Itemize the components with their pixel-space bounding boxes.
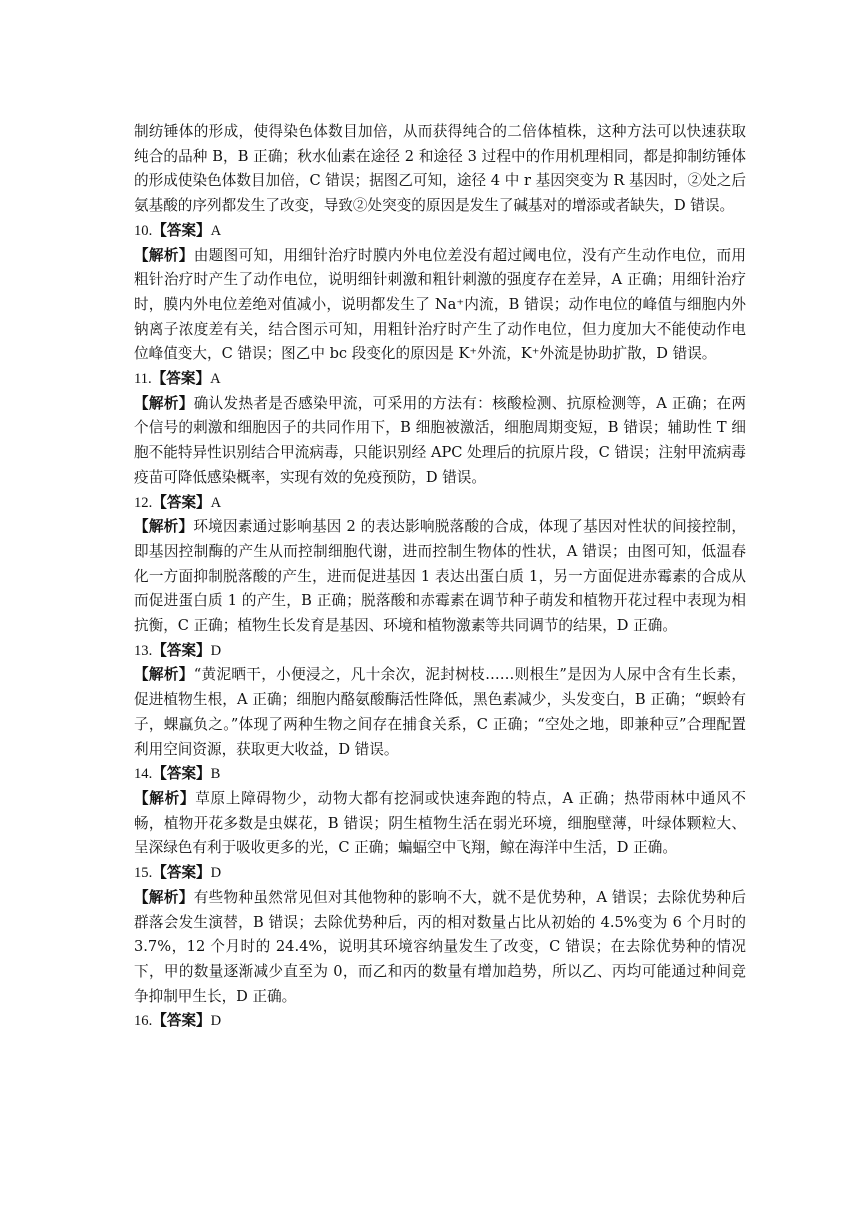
answer-letter: D — [210, 1013, 222, 1030]
answer-tag: 【答案】 — [152, 493, 211, 511]
question-number: 13. — [134, 642, 153, 659]
answer-line-11 — [134, 367, 746, 392]
answer-line-10 — [134, 219, 746, 244]
answer-letter: A — [210, 494, 222, 511]
question-number: 15. — [134, 865, 153, 882]
analysis-text: 草原上障碍物少，动物大都有挖洞或快速奔跑的特点，A 正确；热带雨林中通风不畅，植物开花多数是虫媒花，B 错误；阴生植物生活在弱光环境，细胞壁薄，叶绿体颗粒大、呈深绿色有利于吸收更多的光，C 正确；蝙蝠空中飞翔，鲸在海洋中生活，D 正确。 — [134, 789, 746, 857]
document-page — [134, 120, 746, 1034]
intro-paragraph: 制纺锤体的形成，使得染色体数目加倍，从而获得纯合的二倍体植株，这种方法可以快速获取纯合的品种 B，B 正确；秋水仙素在途径 2 和途径 3 过程中的作用机理相同，都是抑制纺锤体的形成使染色体数目加倍，C 错误；据图乙可知，途径 4 中 r 基因突变为 R 基因时，②处之后氨基酸的序列都发生了改变，导致②处突变的原因是发生了碱基对的增添或者缺失，D 错误。 — [134, 123, 746, 215]
answer-tag: 【答案】 — [151, 370, 211, 388]
answer-letter: D — [210, 642, 222, 659]
analysis-text: “黄泥晒干，小便浸之，凡十余次，泥封树枝……则根生”是因为人尿中含有生长素，促进植物生根，A 正确；细胞内酪氨酸酶活性降低，黑色素减少，头发变白，B 正确；“螟蛉有子，蜾蠃负之。”体现了两种生物之间存在捕食关系，C 正确；“空处之地，即兼种豆”合理配置利用空间资源，获取更大收益，D 错误。 — [134, 666, 746, 758]
question-number: 10. — [134, 222, 153, 239]
analysis-tag: 【解析】 — [134, 246, 194, 264]
answer-letter: A — [210, 222, 222, 239]
analysis-text: 确认发热者是否感染甲流，可采用的方法有：核酸检测、抗原检测等，A 正确；在两个信号的刺激和细胞因子的共同作用下，B 细胞被激活，细胞周期变短，B 错误；辅助性 T 细胞不能特异性识别结合甲流病毒，只能识别经 APC 处理后的抗原片段，C 错误；注射甲流病毒疫苗可降低感染概率，实现有效的免疫预防，D 错误。 — [134, 394, 746, 486]
answer-line-16 — [134, 1009, 746, 1034]
analysis-paragraph — [134, 663, 746, 762]
question-number: 11. — [134, 371, 152, 388]
analysis-tag: 【解析】 — [134, 394, 194, 412]
answer-tag: 【答案】 — [152, 221, 211, 239]
analysis-text: 环境因素通过影响基因 2 的表达影响脱落酸的合成，体现了基因对性状的间接控制，即基因控制酶的产生从而控制细胞代谢，进而控制生物体的性状，A 错误；由图可知，低温春化一方面抑制脱落酸的产生，进而促进基因 1 表达出蛋白质 1，另一方面促进赤霉素的合成从而促进蛋白质 1 的产生，B 正确；脱落酸和赤霉素在调节种子萌发和植物开花过程中表现为相抗衡，C 正确；植物生长发育是基因、环境和植物激素等共同调节的结果，D 正确。 — [134, 518, 746, 635]
answer-tag: 【答案】 — [152, 1012, 211, 1030]
answer-tag: 【答案】 — [152, 641, 211, 659]
answer-letter: A — [210, 371, 221, 388]
analysis-paragraph — [134, 392, 746, 491]
answer-tag: 【答案】 — [152, 864, 211, 882]
analysis-tag: 【解析】 — [134, 888, 194, 906]
analysis-paragraph — [134, 787, 746, 861]
analysis-tag: 【解析】 — [134, 518, 194, 536]
analysis-tag: 【解析】 — [134, 666, 194, 684]
answer-letter: B — [210, 766, 221, 783]
answer-list — [134, 219, 746, 1010]
question-number: 12. — [134, 494, 153, 511]
analysis-paragraph — [134, 244, 746, 368]
answer-line-12 — [134, 491, 746, 516]
answer-tag: 【答案】 — [152, 765, 211, 783]
question-number: 16. — [134, 1013, 153, 1030]
answer-letter: D — [210, 865, 222, 882]
answer-line-14 — [134, 762, 746, 787]
answer-line-15 — [134, 861, 746, 886]
analysis-paragraph — [134, 886, 746, 1010]
answer-line-13 — [134, 639, 746, 664]
analysis-tag: 【解析】 — [134, 789, 196, 807]
analysis-text: 由题图可知，用细针治疗时膜内外电位差没有超过阈电位，没有产生动作电位，而用粗针治疗时产生了动作电位，说明细针刺激和粗针刺激的强度存在差异，A 正确；用细针治疗时，膜内外电位差绝对值减小，说明都发生了 Na⁺内流，B 错误；动作电位的峰值与细胞内外钠离子浓度差有关，结合图示可知，用粗针治疗时产生了动作电位，但力度加大不能使动作电位峰值变大，C 错误；图乙中 bc 段变化的原因是 K⁺外流，K⁺外流是协助扩散，D 错误。 — [134, 246, 746, 363]
analysis-text: 有些物种虽然常见但对其他物种的影响不大，就不是优势种，A 错误；去除优势种后群落会发生演替，B 错误；去除优势种后，丙的相对数量占比从初始的 4.5%变为 6 个月时的 3.7%，12 个月时的 24.4%，说明其环境容纳量发生了改变，C 错误；在去除优势种的情况下，甲的数量逐渐减少直至为 0，而乙和丙的数量有增加趋势，所以乙、丙均可能通过种间竞争抑制甲生长，D 正确。 — [134, 888, 746, 1005]
analysis-paragraph — [134, 515, 746, 639]
question-number: 14. — [134, 766, 153, 783]
